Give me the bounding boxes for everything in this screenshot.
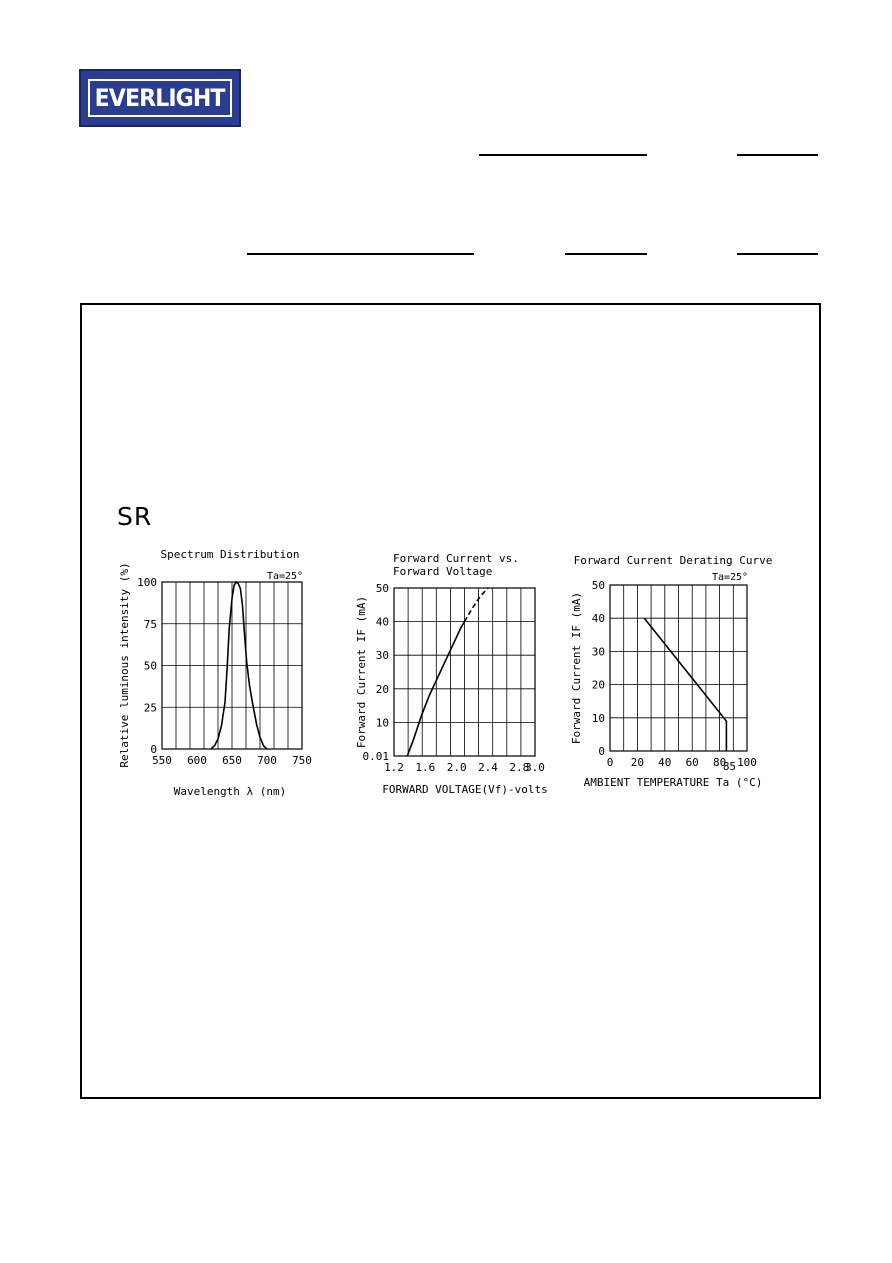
- chart-title: [393, 552, 519, 578]
- y-axis-label: Relative luminous intensity (%): [118, 562, 131, 768]
- y-tick-label: 10: [591, 711, 605, 725]
- y-tick-label: 10: [375, 716, 389, 730]
- header-rule-5: [737, 253, 818, 255]
- x-tick-label: 600: [187, 754, 207, 767]
- y-tick-label: 100: [137, 576, 157, 589]
- x-axis-label: AMBIENT TEMPERATURE Ta (°C): [583, 776, 763, 789]
- y-tick-label: 50: [143, 659, 157, 673]
- logo-border: [88, 79, 232, 117]
- x-tick-label: 20: [630, 756, 645, 769]
- x-tick-label: 80: [712, 756, 727, 769]
- y-tick-label: 50: [375, 582, 389, 595]
- forward-current-voltage-chart: [350, 545, 555, 805]
- y-tick-label: 30: [375, 649, 389, 663]
- header-rule-1: [479, 154, 647, 156]
- x-tick-label: 2.8: [509, 761, 530, 774]
- x-tick-label: 2.0: [446, 761, 467, 774]
- chart-title: Spectrum Distribution: [160, 548, 300, 561]
- model-label: SR: [117, 502, 153, 531]
- y-axis-label: Forward Current IF (mA): [570, 591, 583, 745]
- x-tick-label: 40: [658, 756, 672, 769]
- y-tick-label: 25: [143, 701, 157, 715]
- chart-title: Forward Current Derating Curve: [573, 554, 773, 567]
- x-extra-tick-label: 85: [722, 760, 737, 773]
- x-tick-label: 2.4: [478, 761, 498, 774]
- y-tick-label: 0: [598, 745, 605, 758]
- x-tick-label: 0: [606, 756, 614, 769]
- x-tick-label: 100: [737, 756, 757, 769]
- header-rule-3: [247, 253, 474, 255]
- x-tick-label: 650: [222, 754, 242, 767]
- x-tick-label: 750: [292, 754, 312, 767]
- x-tick-label: 700: [257, 754, 277, 767]
- x-axis-label: Wavelength λ (nm): [173, 785, 287, 798]
- y-tick-label: 50: [591, 579, 605, 592]
- everlight-logo: [79, 69, 241, 127]
- x-axis-label: FORWARD VOLTAGE(Vf)-volts: [382, 783, 548, 796]
- y-tick-label: 20: [591, 678, 605, 692]
- y-tick-label: 40: [375, 615, 389, 629]
- y-tick-label: 0: [150, 743, 157, 756]
- y-tick-label: 30: [591, 645, 605, 659]
- x-tick-label: 550: [152, 754, 172, 767]
- chart-title-line-1: Forward Current vs.: [393, 552, 519, 565]
- x-tick-label: 1.6: [415, 761, 436, 774]
- y-tick-label: 75: [143, 617, 157, 631]
- y-tick-label: 0.01: [362, 750, 389, 763]
- y-tick-label: 20: [375, 682, 389, 696]
- chart-annotation: Ta=25°: [266, 571, 304, 582]
- y-axis-label: Forward Current IF (mA): [355, 595, 368, 749]
- spectrum-chart: [110, 540, 325, 805]
- x-tick-label: 1.2: [384, 761, 404, 774]
- x-tick-label: 3.0: [525, 761, 545, 774]
- y-tick-label: 40: [591, 612, 605, 626]
- header-rule-2: [737, 154, 818, 156]
- series-line: [465, 588, 489, 622]
- logo-text: EVERLIGHT: [95, 84, 225, 112]
- chart-annotation: Ta=25°: [711, 572, 749, 583]
- chart-title-line-2: Forward Voltage: [393, 565, 493, 578]
- derating-chart: [565, 548, 780, 805]
- header-rule-4: [565, 253, 647, 255]
- x-tick-label: 60: [685, 756, 699, 769]
